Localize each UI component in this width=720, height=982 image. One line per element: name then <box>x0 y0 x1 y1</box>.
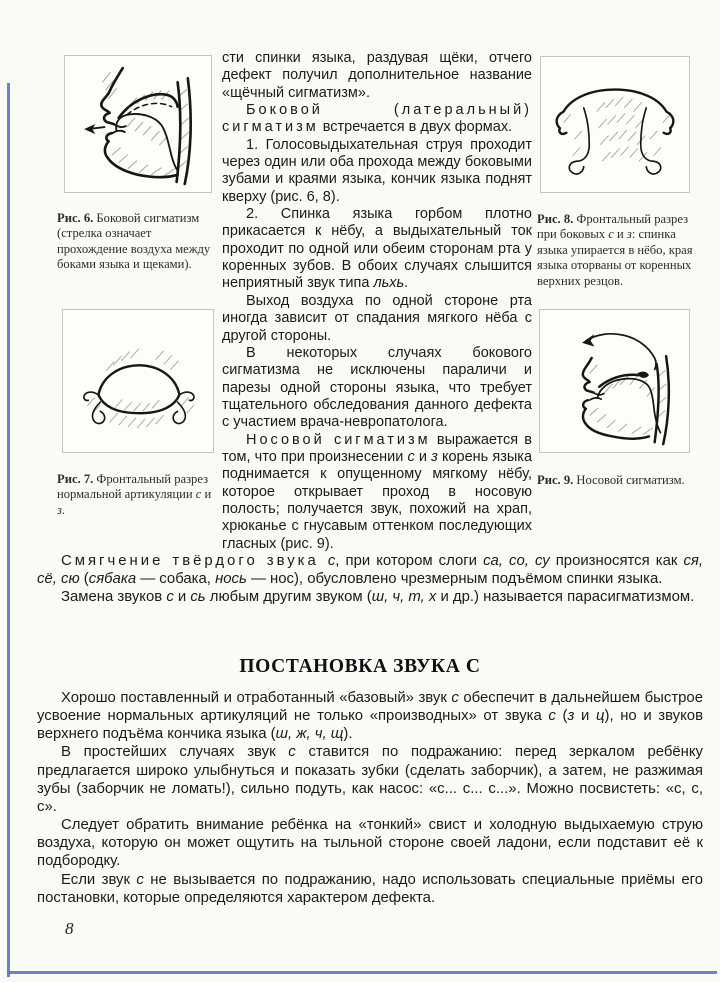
figure-7 <box>62 309 214 453</box>
figure-7-sketch <box>69 316 207 446</box>
tongue-palate-contact <box>637 372 648 378</box>
scan-edge-line-bottom <box>7 971 717 974</box>
section-body-text <box>37 689 703 907</box>
figure-7-caption: Рис. 7. Фронтальный разрез нормальной артикуляции с и з. <box>57 471 212 517</box>
page-number: 8 <box>65 919 74 938</box>
paragraph: Смягчение твёрдого звука с, при котором слоги са, со, су произносятся как ся, сё, сю (сябака — собака, нось — нос), обусловлено чрезмерным подъёмом спинки языка. <box>37 553 704 588</box>
paragraph: Носовой сигматизм выражается в том, что при произнесении с и з корень языка поднимается к опущенному мягкому нёбу, которое открывает проход в носовую полость; получается звук, похожий на храп, хрюканье с гнусавым оттенком последующих гласных (рис. 9). <box>222 431 533 552</box>
figure-9-caption: Рис. 9. Носовой сигматизм. <box>537 472 685 487</box>
palate-arch-outline <box>557 90 674 134</box>
paragraph: Замена звуков с и сь любым другим звуком (ш, ч, т, х и др.) называется парасигматизмом. <box>61 589 695 606</box>
paragraph: В простейших случаях звук с ставится по подражанию: перед зеркалом ребёнку предлагается широко улыбнуться и показать зубки (сделать заборчик), а затем, не разжимая зубы (заборчик не ломать!), сильно подуть, как насос: «с... с... с...». Можно посвистеть: «с, с, с». <box>37 744 704 815</box>
paragraph: Если звук с не вызывается по подражанию, надо использовать специальные приёмы его постановки, которые определяются характером дефекта. <box>37 871 703 906</box>
airflow-arrow <box>84 124 104 134</box>
full-width-text-block <box>37 552 703 606</box>
paragraph: Хорошо поставленный и отработанный «базовый» звук с обеспечит в дальнейшем быстрое усвоение нормальных артикуляций не только «производных» от звука с (з и ц), но и звуков верхнего подъёма кончика языка (ш, ж, ч, щ). <box>37 690 704 743</box>
paragraph: Следует обратить внимание ребёнка на «тонкий» свист и холодную выдыхаемую струю воздуха, которую он может ощутить на тыльной стороне своей ладони, если подставит её к подбородку. <box>37 817 703 870</box>
figure-6-caption: Рис. 6. Боковой сигматизм (стрелка означает прохождение воздуха между боками языка и щеками). <box>57 210 211 272</box>
section-heading: ПОСТАНОВКА ЗВУКА С <box>239 656 481 677</box>
tongue-body-outline <box>98 365 179 413</box>
pencil-hatching <box>102 72 188 176</box>
tongue-side-edges <box>569 108 660 174</box>
figure-8-caption: Рис. 8. Фронтальный разрез при боковых с и з: спинка языка упирается в нёбо, края языка оторваны от коренных верхних резцов. <box>537 211 693 288</box>
figure-8-sketch <box>547 63 683 186</box>
nasal-airflow-arrow <box>582 334 656 370</box>
teeth-and-tongue <box>113 114 178 171</box>
pencil-hatching <box>564 97 671 161</box>
figure-6-sketch <box>71 62 205 186</box>
paragraph: Боковой (латеральный) сигматизм встречается в двух формах. <box>222 102 532 136</box>
face-profile-outline <box>583 356 669 444</box>
paragraph: 2. Спинка языка горбом плотно прикасается к нёбу, а выдыхательный ток проходит по одной или обеим сторонам рта у коренных зубов. В обоих случаях слышится неприятный звук типа льхь. <box>222 206 532 292</box>
middle-text-column <box>222 50 532 553</box>
figure-9 <box>539 309 690 453</box>
paragraph: В некоторых случаях бокового сигматизма не исключены параличи и парезы одной стороны языка, что требует тщательного обследования данного дефекта с участием врача-невропатолога. <box>222 344 532 431</box>
figure-6 <box>64 55 212 193</box>
paragraph: Выход воздуха по одной стороне рта иногда зависит от спадания мягкого нёба с другой стороны. <box>222 292 532 344</box>
paragraph: сти спинки языка, раздувая щёки, отчего дефект получил дополнительное название «щёчный сигматизм». <box>222 50 532 101</box>
paragraph: 1. Голосовыдыхательная струя проходит через один или оба прохода между боковыми зубами и краями языка, кончик языка поднят кверху (рис. 6, 8). <box>222 136 532 205</box>
figure-8 <box>540 56 690 193</box>
figure-9-sketch <box>546 316 683 446</box>
scan-edge-line-left <box>7 83 10 977</box>
